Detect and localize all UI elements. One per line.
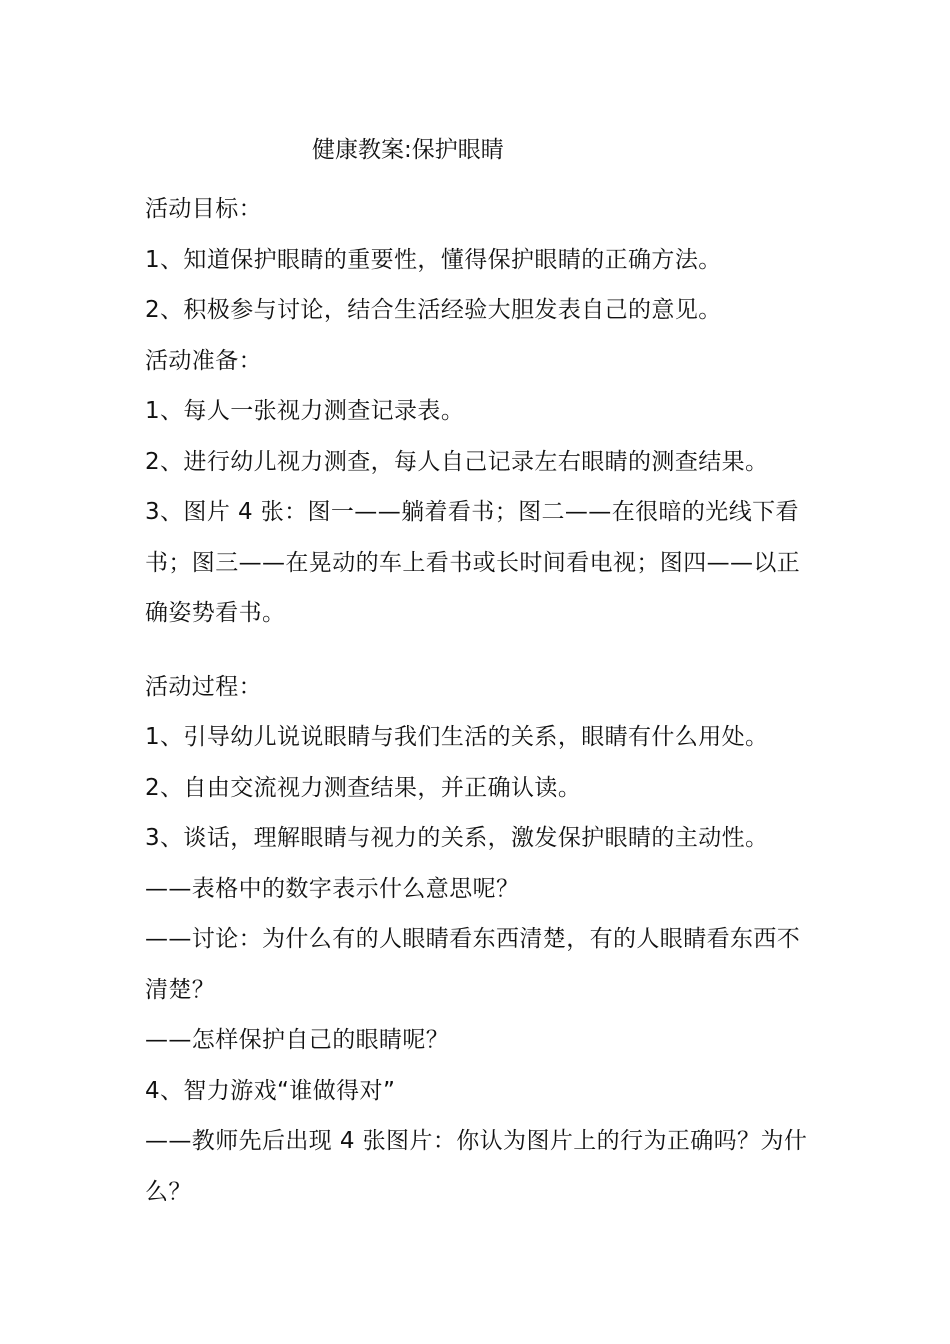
process-question-3: ——怎样保护自己的眼睛呢？ bbox=[145, 1027, 450, 1053]
process-question-2: ——讨论：为什么有的人眼睛看东西清楚，有的人眼睛看东西不清楚？ bbox=[145, 926, 801, 1003]
process-question-4: ——教师先后出现 4 张图片：你认为图片上的行为正确吗？为什么？ bbox=[145, 1128, 808, 1205]
goal-item-2: 2、积极参与讨论，结合生活经验大胆发表自己的意见。 bbox=[145, 297, 722, 323]
preparation-item-3: 3、图片 4 张：图一——躺着看书；图二——在很暗的光线下看书；图三——在晃动的车上看书或长时间看电视；图四——以正确姿势看书。 bbox=[145, 499, 801, 626]
process-item-1: 1、引导幼儿说说眼睛与我们生活的关系，眼睛有什么用处。 bbox=[145, 724, 769, 750]
process-question-1: ——表格中的数字表示什么意思呢？ bbox=[145, 875, 520, 902]
goal-item-1: 1、知道保护眼睛的重要性，懂得保护眼睛的正确方法。 bbox=[145, 246, 722, 273]
section-heading-preparation: 活动准备： bbox=[145, 347, 262, 374]
section-heading-process: 活动过程： bbox=[145, 673, 262, 700]
section-heading-goals: 活动目标： bbox=[145, 196, 262, 222]
process-item-4: 4、智力游戏“谁做得对” bbox=[145, 1077, 396, 1104]
process-item-3: 3、谈话，理解眼睛与视力的关系，激发保护眼睛的主动性。 bbox=[145, 825, 769, 851]
preparation-item-2: 2、进行幼儿视力测查，每人自己记录左右眼睛的测查结果。 bbox=[145, 448, 769, 475]
document-body bbox=[145, 184, 815, 1217]
document-title: 健康教案:保护眼睛 bbox=[312, 137, 504, 163]
process-item-2: 2、自由交流视力测查结果，并正确认读。 bbox=[145, 774, 582, 801]
preparation-item-1: 1、每人一张视力测查记录表。 bbox=[145, 398, 465, 424]
